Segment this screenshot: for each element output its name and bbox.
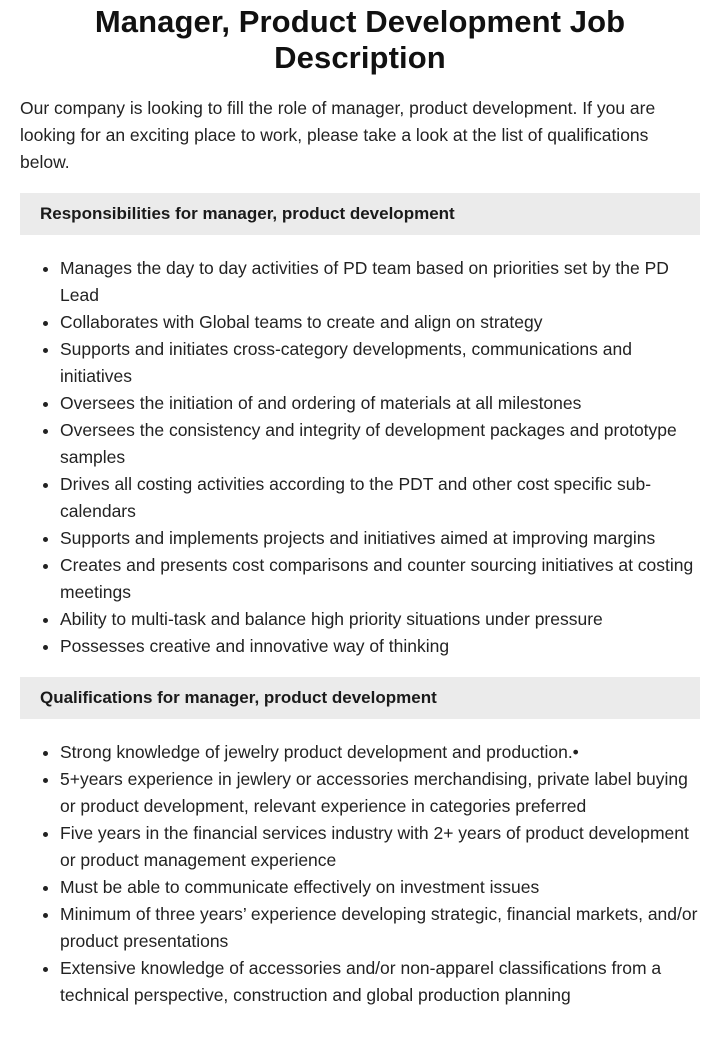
list-item: Extensive knowledge of accessories and/or non-apparel classifications from a technical perspective, construction and global production planning	[60, 955, 700, 1009]
bullet-icon	[43, 778, 48, 783]
bullet-icon	[43, 751, 48, 756]
responsibilities-heading: Responsibilities for manager, product development	[20, 193, 700, 235]
list-item: Oversees the initiation of and ordering of materials at all milestones	[60, 390, 700, 417]
bullet-icon	[43, 645, 48, 650]
bullet-icon	[43, 886, 48, 891]
list-item: Minimum of three years’ experience developing strategic, financial markets, and/or product presentations	[60, 901, 700, 955]
bullet-icon	[43, 348, 48, 353]
list-item: Supports and implements projects and initiatives aimed at improving margins	[60, 525, 700, 552]
list-item: Oversees the consistency and integrity of development packages and prototype samples	[60, 417, 700, 471]
list-item: Drives all costing activities according to the PDT and other cost specific sub-calendars	[60, 471, 700, 525]
qualifications-heading: Qualifications for manager, product development	[20, 677, 700, 719]
list-item: Supports and initiates cross-category developments, communications and initiatives	[60, 336, 700, 390]
list-item: Collaborates with Global teams to create and align on strategy	[60, 309, 700, 336]
list-item: Must be able to communicate effectively on investment issues	[60, 874, 700, 901]
bullet-icon	[43, 832, 48, 837]
bullet-icon	[43, 913, 48, 918]
list-item: Possesses creative and innovative way of thinking	[60, 633, 700, 660]
bullet-icon	[43, 429, 48, 434]
bullet-icon	[43, 967, 48, 972]
bullet-icon	[43, 537, 48, 542]
bullet-icon	[43, 321, 48, 326]
qualifications-list	[20, 739, 700, 1009]
bullet-icon	[43, 483, 48, 488]
bullet-icon	[43, 402, 48, 407]
list-item: Strong knowledge of jewelry product development and production.•	[60, 739, 700, 766]
intro-paragraph: Our company is looking to fill the role of manager, product development. If you are looking for an exciting place to work, please take a look at the list of qualifications below.	[20, 98, 656, 172]
list-item: Five years in the financial services industry with 2+ years of product development or product management experience	[60, 820, 700, 874]
responsibilities-list	[20, 255, 700, 660]
list-item: 5+years experience in jewlery or accessories merchandising, private label buying or product development, relevant experience in categories preferred	[60, 766, 700, 820]
bullet-icon	[43, 618, 48, 623]
page-title: Manager, Product Development Job Description	[94, 4, 626, 75]
list-item: Creates and presents cost comparisons and counter sourcing initiatives at costing meetings	[60, 552, 700, 606]
list-item: Manages the day to day activities of PD team based on priorities set by the PD Lead	[60, 255, 700, 309]
bullet-icon	[43, 267, 48, 272]
list-item: Ability to multi-task and balance high priority situations under pressure	[60, 606, 700, 633]
bullet-icon	[43, 564, 48, 569]
